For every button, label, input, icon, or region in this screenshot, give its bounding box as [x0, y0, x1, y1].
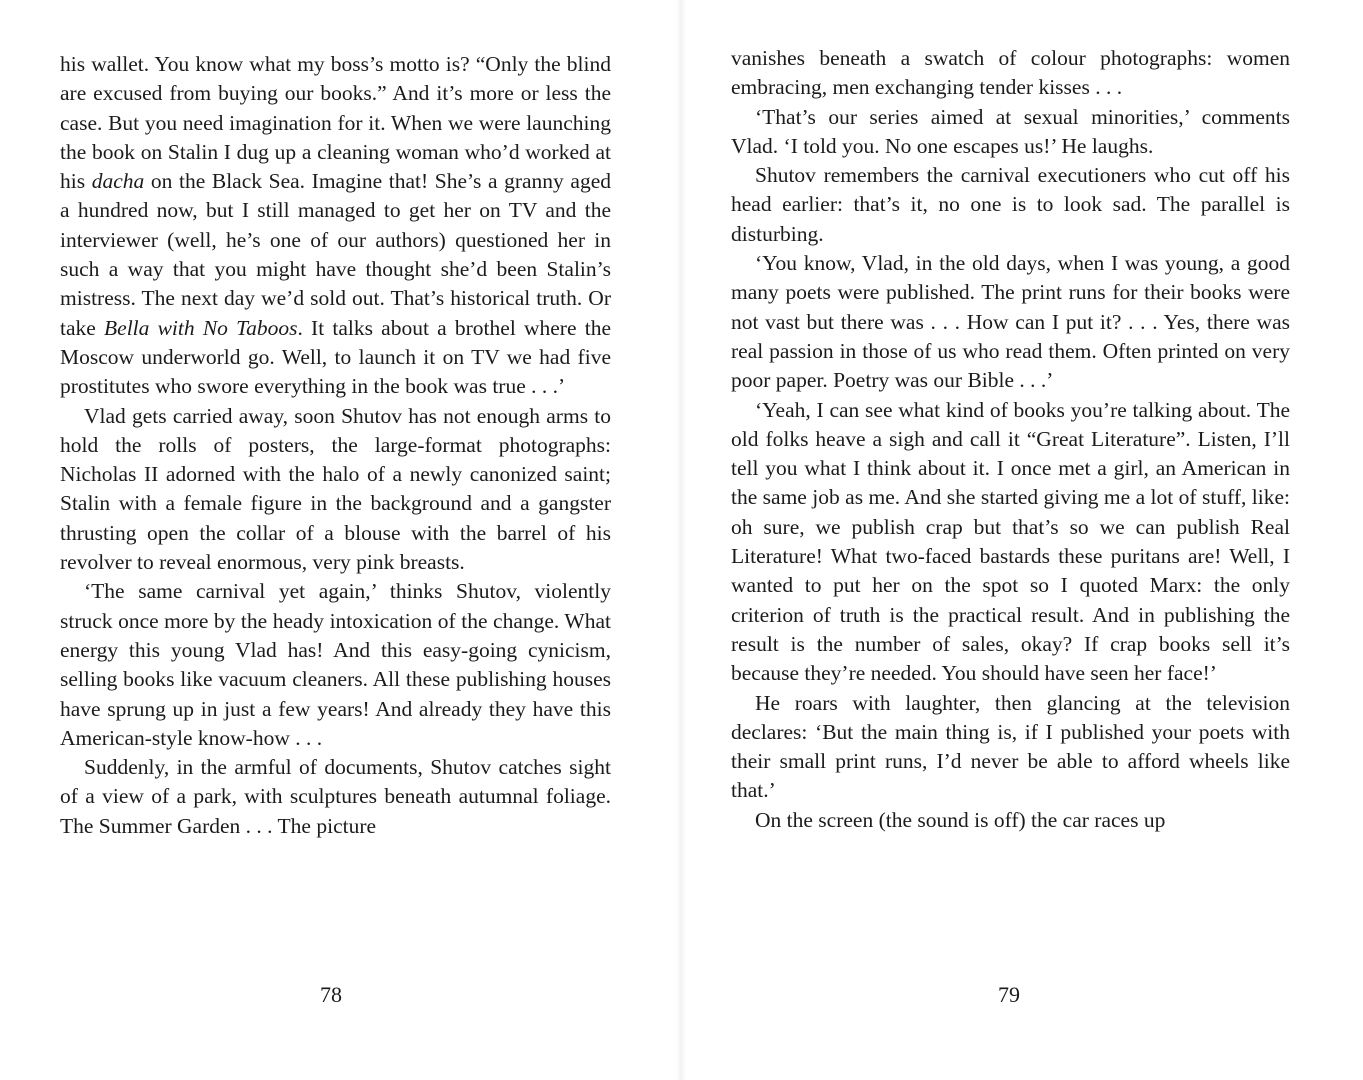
paragraph	[731, 103, 1290, 162]
text-run: ‘You know, Vlad, in the old days, when I was young, a good many poets were published. The print runs for their books were not vast but there was . . . How can I put it? . . . Yes, there was real passion in those of us who read them. Often printed on very poor paper. Poetry was our Bible . . .’	[731, 251, 1290, 393]
left-page	[0, 0, 681, 1080]
text-run: vanishes beneath a swatch of colour photographs: women embracing, men exchanging tender kisses . . .	[731, 46, 1290, 100]
text-run: Suddenly, in the armful of documents, Shutov catches sight of a view of a park, with sculptures beneath autumnal foliage. The Summer Garden . . . The picture	[60, 755, 611, 838]
text-run: He roars with laughter, then glancing at the television declares: ‘But the main thing is, if I published your poets with their small print runs, I’d never be able to afford wheels like that.’	[731, 690, 1290, 803]
text-run: Shutov remembers the carnival executioners who cut off his head earlier: that’s it, no one is to look sad. The parallel is disturbing.	[731, 163, 1290, 246]
text-run: his wallet. You know what my boss’s motto is? “Only the blind are excused from buying our books.” And it’s more or less the case. But you need imagination for it. When we were launching the book on Stalin I dug up a cleaning woman who’d worked at his	[60, 52, 611, 194]
paragraph	[60, 577, 611, 753]
page-number: 78	[320, 982, 342, 1007]
paragraph	[731, 396, 1290, 689]
text-run: ‘The same carnival yet again,’ thinks Shutov, violently struck once more by the heady intoxication of the change. What energy this young Vlad has! And this easy-going cynicism, selling books like vacuum cleaners. All these publishing houses have sprung up in just a few years! And already they have this American-style know-how . . .	[60, 579, 611, 750]
text-run: . It talks about a brothel where the Moscow underworld go. Well, to launch it on TV we had five prostitutes who swore everything in the book was true . . .’	[60, 315, 611, 399]
paragraph	[60, 50, 611, 402]
italic-title-text: dacha	[91, 169, 145, 194]
text-run: ‘That’s our series aimed at sexual minorities,’ comments Vlad. ‘I told you. No one escapes us!’ He laughs.	[731, 104, 1290, 158]
text-run: on the Black Sea. Imagine that! She’s a granny aged a hundred now, but I still managed to get her on TV and the interviewer (well, he’s one of our authors) questioned her in such a way that you might have thought she’d been Stalin’s mistress. The next day we’d sold out. That’s historical truth. Or take	[60, 169, 611, 340]
page-text	[731, 44, 1290, 835]
paragraph	[731, 44, 1290, 103]
page-text	[60, 50, 611, 841]
italic-title-text: Bella with No Taboos	[104, 315, 298, 340]
text-run: On the screen (the sound is off) the car races up	[755, 807, 1166, 832]
right-page	[681, 0, 1363, 1080]
paragraph	[731, 689, 1290, 806]
paragraph	[60, 402, 611, 578]
paragraph	[731, 806, 1290, 835]
paragraph	[60, 753, 611, 841]
paragraph	[731, 249, 1290, 395]
page-number: 79	[998, 982, 1020, 1007]
text-run: ‘Yeah, I can see what kind of books you’re talking about. The old folks heave a sigh and call it “Great Literature”. Listen, I’ll tell you what I think about it. I once met a girl, an American in the same job as me. And she started giving me a lot of stuff, like: oh sure, we publish crap but that’s so we can publish Real Literature! What two-faced bastards these puritans are! Well, I wanted to put her on the spot so I quoted Marx: the only criterion of truth is the practical result. And in publishing the result is the number of sales, okay? If crap books sell it’s because they’re needed. You should have seen her face!’	[731, 397, 1290, 686]
text-run: Vlad gets carried away, soon Shutov has not enough arms to hold the rolls of posters, the large-format photographs: Nicholas II adorned with the halo of a newly canonized saint; Stalin with a female figure in the background and a gangster thrusting open the collar of a blouse with the barrel of his revolver to reveal enormous, very pink breasts.	[60, 403, 611, 575]
paragraph	[731, 161, 1290, 249]
